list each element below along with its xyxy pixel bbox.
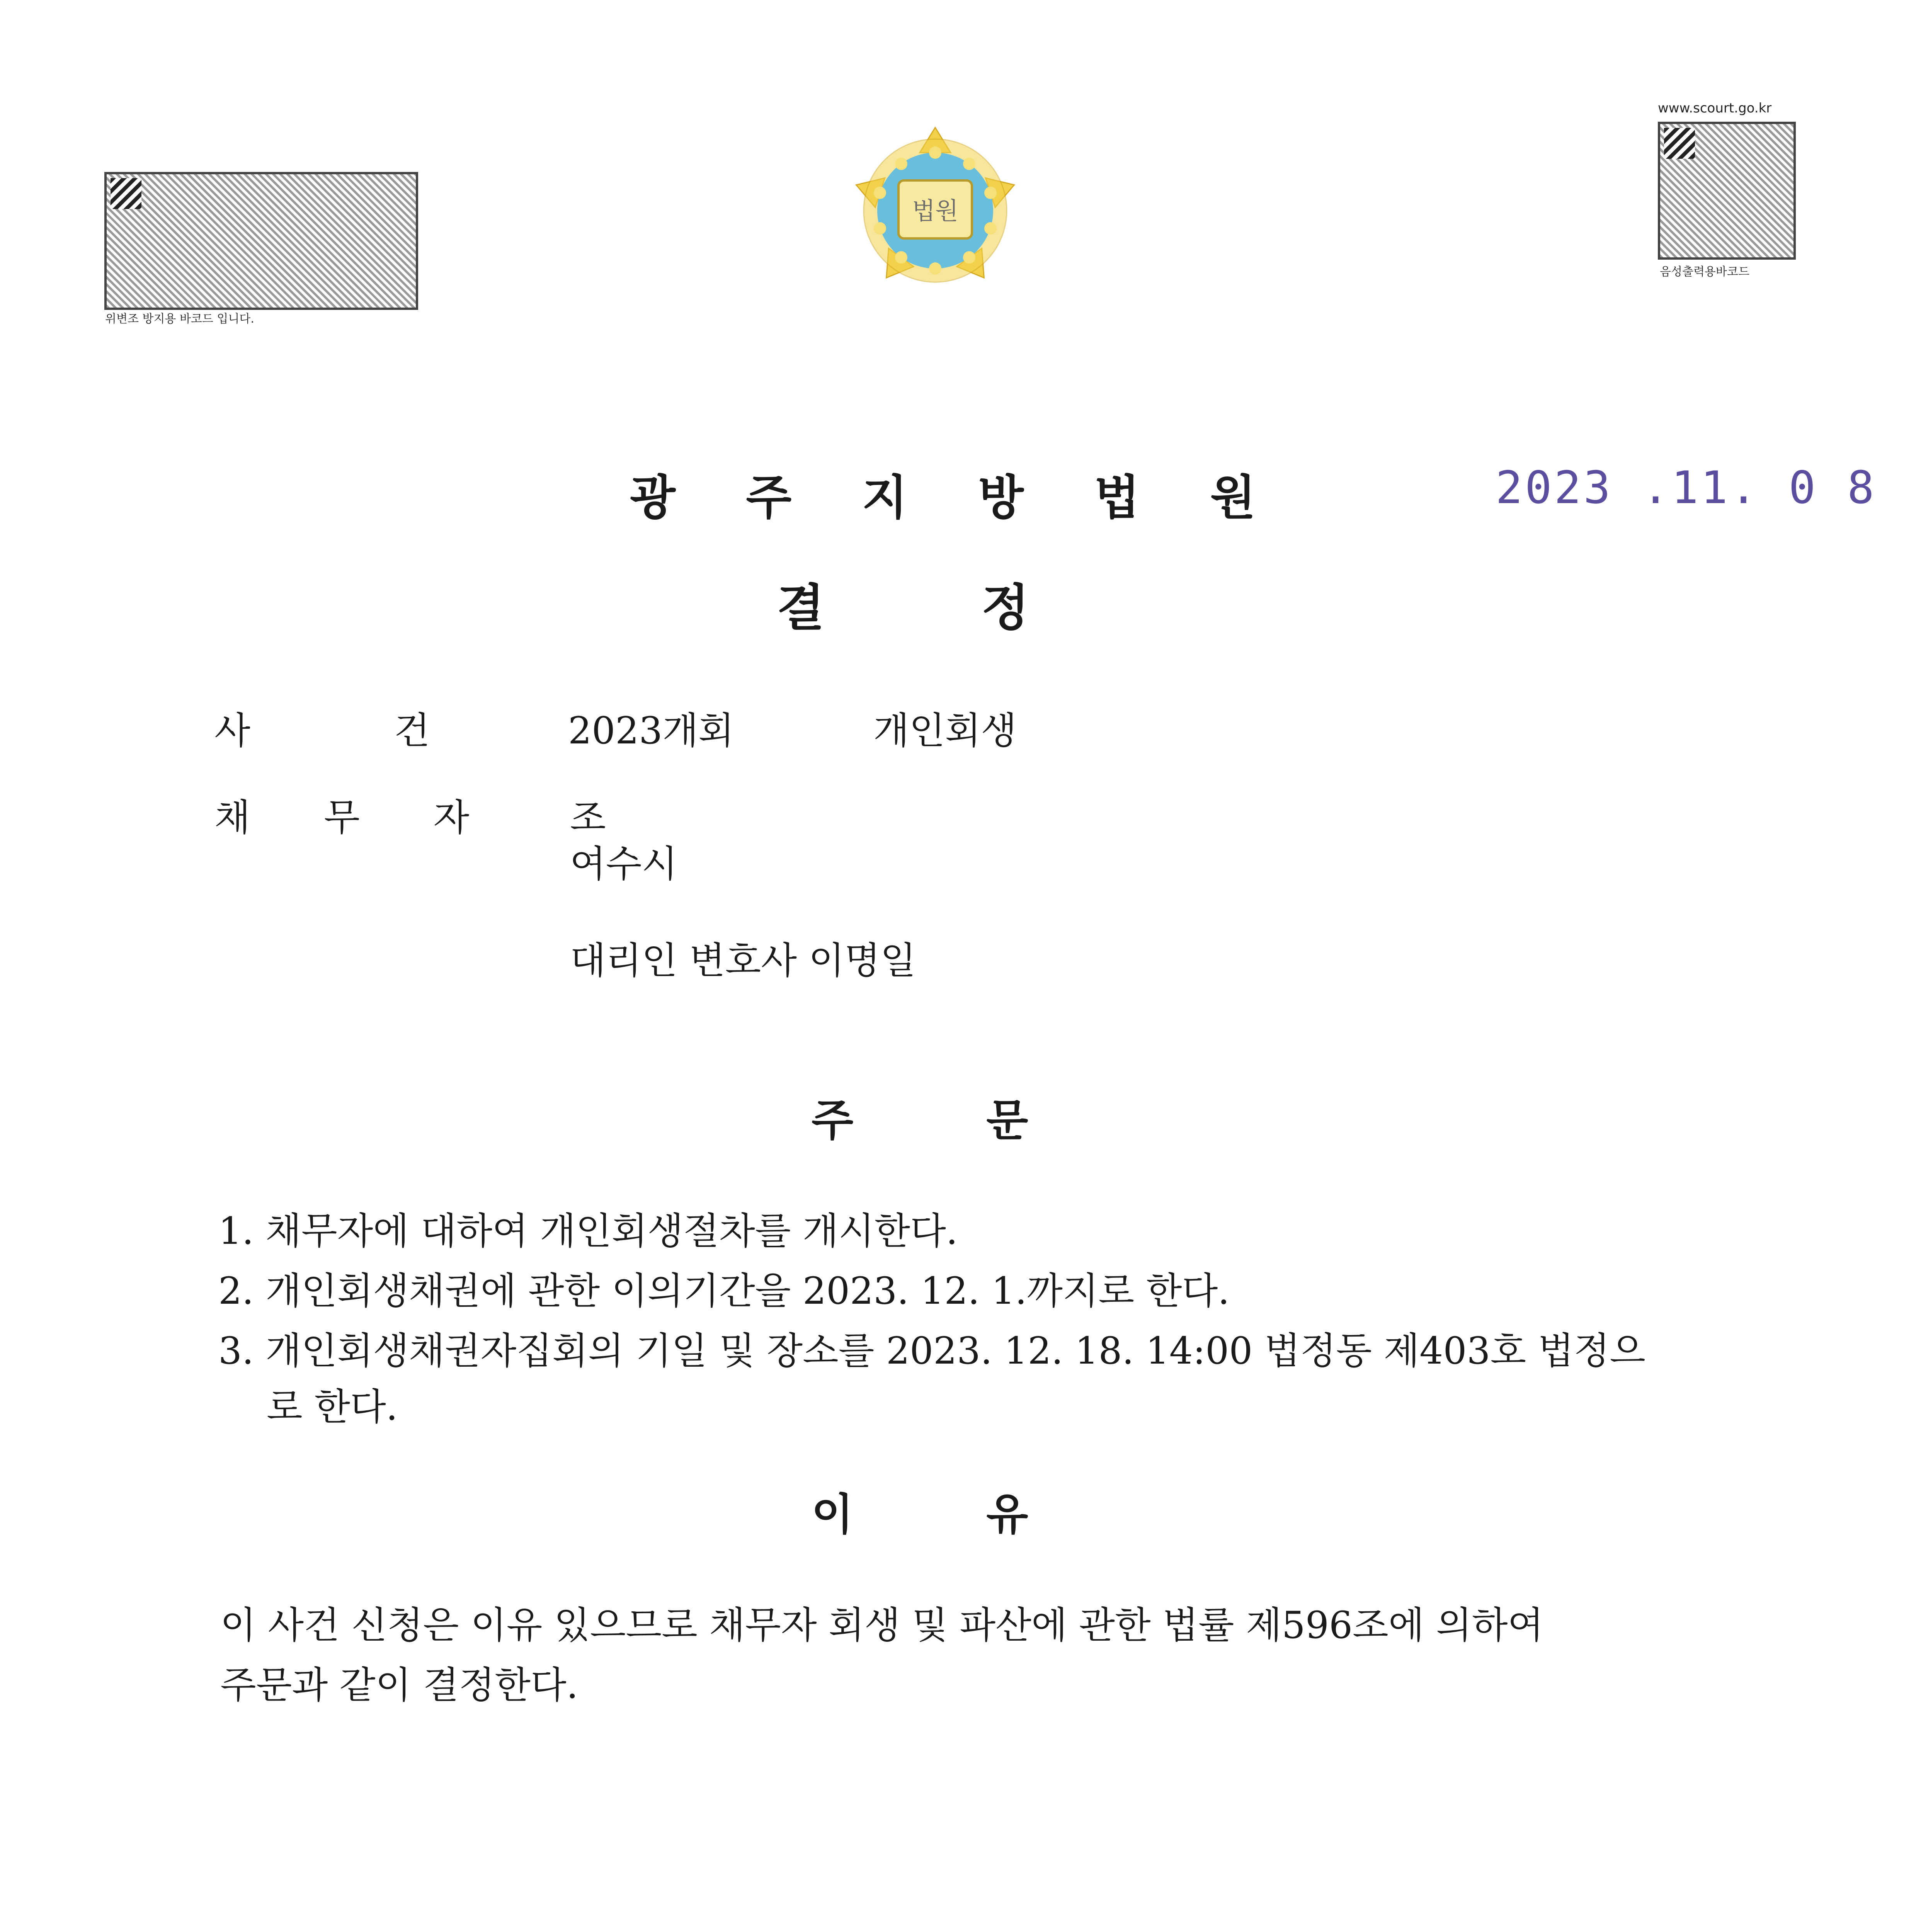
- barcode-corner-mark: [1664, 128, 1695, 159]
- case-number: 2023개회: [568, 709, 734, 752]
- document-title: 결 정: [777, 579, 1049, 637]
- case-type: 개인회생: [873, 709, 1017, 752]
- order-item: 2. 개인회생채권에 관한 이의기간을 2023. 12. 1.까지로 한다.: [218, 1269, 1230, 1313]
- order-item: 3. 개인회생채권자집회의 기일 및 장소를 2023. 12. 18. 14:00 법정동 제403호 법정으: [218, 1329, 1645, 1372]
- debtor-name: 조: [570, 796, 606, 839]
- audio-output-barcode-caption: 음성출력용바코드: [1660, 265, 1749, 279]
- anti-forgery-barcode: [104, 172, 418, 310]
- barcode-corner-mark: [111, 178, 141, 209]
- reason-text-line: 이 사건 신청은 이유 있으므로 채무자 회생 및 파산에 관한 법률 제596조에 의하여: [220, 1604, 1544, 1647]
- court-emblem-icon: [846, 120, 1024, 298]
- reason-text-line: 주문과 같이 결정한다.: [220, 1663, 579, 1707]
- reason-heading: 이 유: [812, 1490, 1044, 1540]
- emblem-text: 법원: [912, 197, 958, 225]
- debtor-agent: 대리인 변호사 이명일: [570, 939, 916, 982]
- anti-forgery-barcode-caption: 위변조 방지용 바코드 입니다.: [105, 312, 254, 326]
- debtor-address: 여수시: [570, 842, 678, 886]
- scourt-url: www.scourt.go.kr: [1658, 100, 1772, 116]
- order-item-continuation: 로 한다.: [267, 1385, 398, 1429]
- audio-output-barcode: [1658, 122, 1796, 260]
- case-label: 사 건: [214, 709, 453, 752]
- order-heading: 주 문: [812, 1095, 1044, 1146]
- received-date-stamp: 2023 .11. 0 8: [1496, 462, 1877, 514]
- debtor-label: 채 무 자: [214, 796, 500, 839]
- order-item: 1. 채무자에 대하여 개인회생절차를 개시한다.: [218, 1209, 958, 1253]
- court-name: 광 주 지 방 법 원: [630, 470, 1283, 525]
